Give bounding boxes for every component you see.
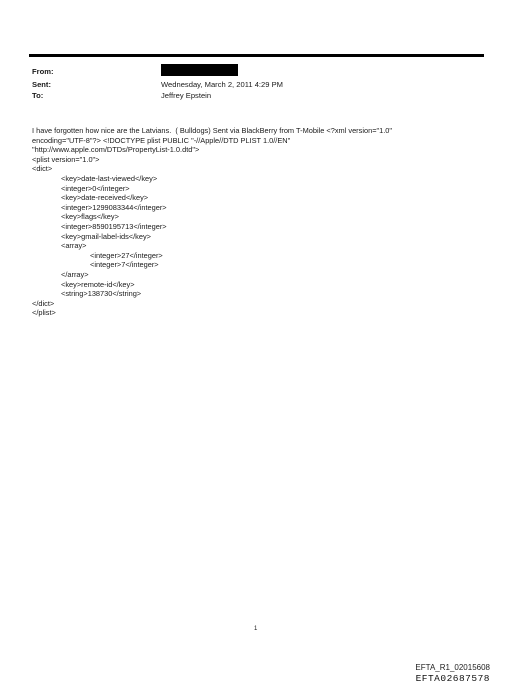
email-body <box>32 126 472 318</box>
sent-label: Sent: <box>32 80 51 89</box>
body-line: <string>138730</string> <box>61 289 142 299</box>
body-line: </array> <box>61 269 89 279</box>
redaction-box <box>161 64 238 76</box>
body-line: </dict> <box>32 298 55 308</box>
body-line: <integer>27</integer> <box>90 250 163 260</box>
body-line: <integer>7</integer> <box>90 260 159 270</box>
body-line: <integer>1299083344</integer> <box>61 202 167 212</box>
body-line: <dict> <box>32 164 53 174</box>
from-label: From: <box>32 67 54 76</box>
body-line: I have forgotten how nice are the Latvians. ( Bulldogs) Sent via BlackBerry from T-Mobile <?xml version="1.0" <box>32 126 393 135</box>
page-number: 1 <box>254 626 258 632</box>
to-value: Jeffrey Epstein <box>161 91 212 100</box>
body-line: </plist> <box>32 308 56 318</box>
body-line: <key>flags</key> <box>61 212 119 222</box>
body-line: <array> <box>61 241 87 251</box>
body-line: <key>date-received</key> <box>61 193 149 203</box>
bates-stamp-secondary: EFTA02687578 <box>415 673 490 684</box>
bates-stamp-primary: EFTA_R1_02015608 <box>415 663 490 672</box>
sent-value: Wednesday, March 2, 2011 4:29 PM <box>161 80 283 89</box>
body-line: <plist version="1.0"> <box>32 154 100 164</box>
body-line: "http://www.apple.com/DTDs/PropertyList-1.0.dtd"> <box>32 145 200 155</box>
body-line: <integer>0</integer> <box>61 183 130 193</box>
body-line: <key>date-last-viewed</key> <box>61 173 158 183</box>
body-line: <integer>8590195713</integer> <box>61 221 167 231</box>
to-label: To: <box>32 91 44 100</box>
body-line: <key>remote-id</key> <box>61 279 135 289</box>
header-divider <box>29 54 484 57</box>
body-line: <key>gmail-label-ids</key> <box>61 231 151 241</box>
body-line: encoding="UTF-8"?> <!DOCTYPE plist PUBLIC "-//Apple//DTD PLIST 1.0//EN" <box>32 135 291 145</box>
